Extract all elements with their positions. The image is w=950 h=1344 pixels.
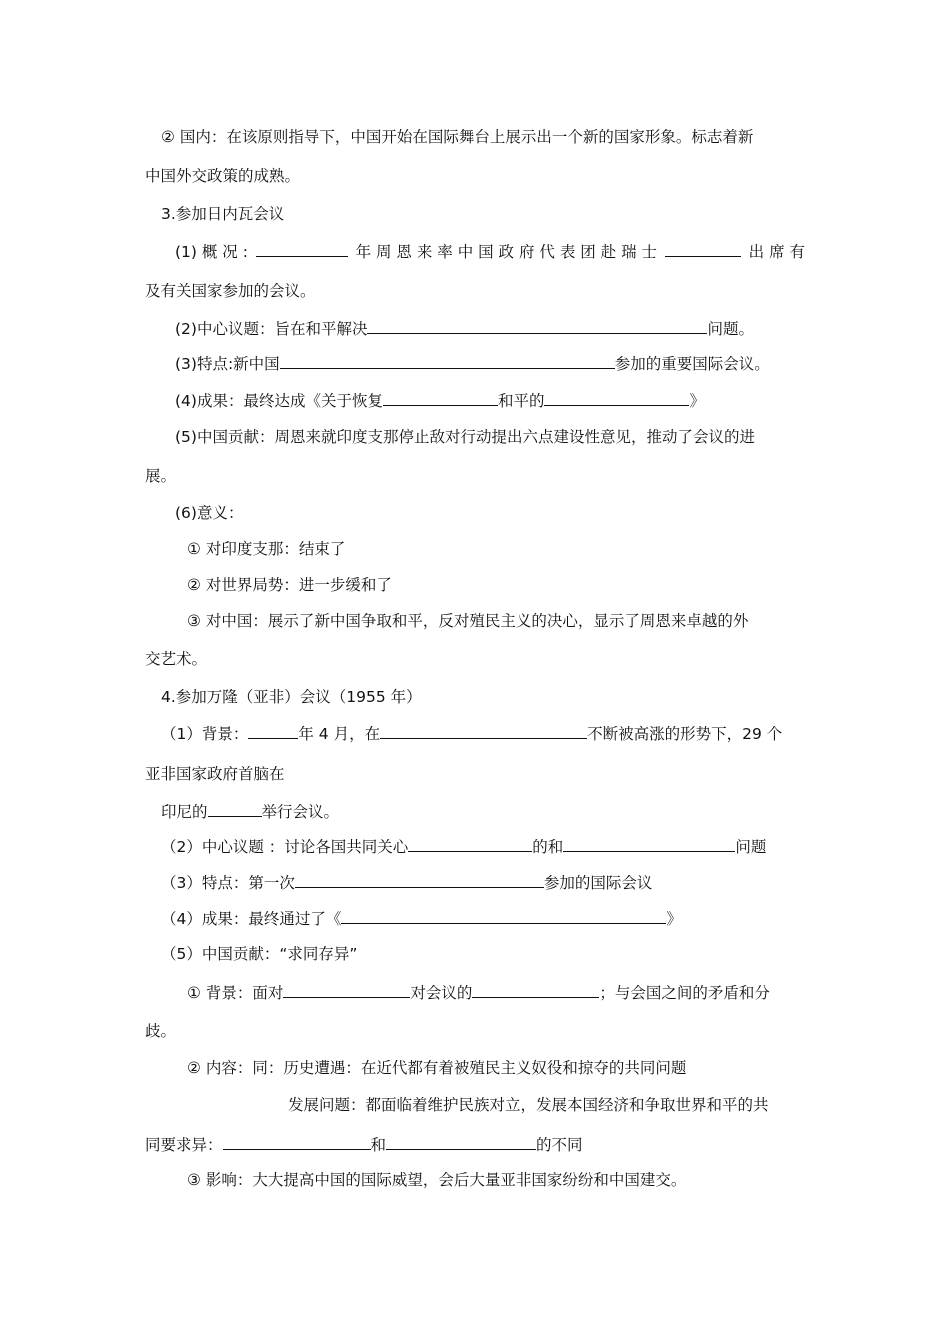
- result-blank-1: [383, 390, 498, 406]
- significance-item-2: ② 对世界局势：进一步缓和了: [187, 576, 392, 594]
- bandung-topic-blank-2: [563, 836, 735, 852]
- paragraph-domestic-line1: ② 国内：在该原则指导下，中国开始在国际舞台上展示出一个新的国家形象。标志着新: [161, 128, 754, 146]
- bandung-background-line3: [161, 801, 339, 822]
- bandung-topic: [161, 836, 766, 857]
- bandung-topic-blank-1: [408, 836, 532, 852]
- bandung-result-blank: [341, 908, 666, 924]
- section-heading-geneva: 3.参加日内瓦会议: [161, 205, 285, 223]
- significance-item-1: ① 对印度支那：结束了: [187, 540, 346, 558]
- geneva-topic-post: 问题。: [707, 320, 754, 338]
- geneva-contribution-line1: (5)中国贡献：周恩来就印度支那停止敌对行动提出六点建设性意见，推动了会议的进: [175, 428, 755, 446]
- bandung-background-mid: 年 4 月，在: [298, 725, 381, 743]
- contribution-content-line1: ② 内容：同：历史遭遇：在近代都有着被殖民主义奴役和掠夺的共同问题: [187, 1059, 687, 1077]
- paragraph-domestic-line2: 中国外交政策的成熟。: [145, 167, 301, 185]
- geneva-topic-pre: (2)中心议题：旨在和平解决: [175, 320, 368, 338]
- geneva-feature-pre: (3)特点:新中国: [175, 355, 280, 373]
- contribution-content-line3: [145, 1134, 583, 1155]
- bandung-feature: [161, 872, 652, 893]
- bandung-feature-blank: [295, 872, 544, 888]
- geneva-significance-heading: (6)意义：: [175, 504, 244, 522]
- bandung-topic-post: 问题: [735, 838, 767, 856]
- bandung-background-line3-post: 举行会议。: [261, 803, 340, 821]
- bandung-background-post: 不断被高涨的形势下，29 个: [587, 725, 783, 743]
- difference-blank-2: [386, 1134, 536, 1150]
- contribution-background-post: ；与会国之间的矛盾和分: [599, 984, 770, 1002]
- bandung-background-line3-pre: 印尼的: [161, 803, 208, 821]
- geneva-result: [175, 390, 705, 411]
- significance-item-3-line2: 交艺术。: [145, 650, 208, 668]
- contribution-background-line1: [187, 982, 770, 1003]
- contribution-background-blank-2: [472, 982, 599, 998]
- bandung-background-pre: （1）背景：: [161, 725, 249, 743]
- movement-blank: [380, 723, 587, 739]
- geneva-overview-line2: 及有关国家参加的会议。: [145, 282, 316, 300]
- contribution-background-mid: 对会议的: [410, 984, 473, 1002]
- contribution-background-line2: 歧。: [145, 1022, 177, 1040]
- feature-blank: [280, 353, 615, 369]
- bandung-topic-pre: （2）中心议题 ：讨论各国共同关心: [161, 838, 409, 856]
- geneva-result-post: 》: [689, 392, 705, 410]
- geneva-result-pre: (4)成果：最终达成《关于恢复: [175, 392, 383, 410]
- bandung-result-post: 》: [666, 910, 682, 928]
- year-blank: [256, 241, 348, 257]
- contribution-impact: ③ 影响：大大提高中国的国际威望，会后大量亚非国家纷纷和中国建交。: [187, 1171, 687, 1189]
- contribution-content-line3-mid: 和: [370, 1136, 387, 1154]
- contribution-content-line2: 发展问题：都面临着维护民族对立，发展本国经济和争取世界和平的共: [288, 1096, 769, 1114]
- significance-item-3-line1: ③ 对中国：展示了新中国争取和平，反对殖民主义的决心，显示了周恩来卓越的外: [187, 612, 749, 630]
- bandung-feature-post: 参加的国际会议: [543, 874, 653, 892]
- bandung-background-line2: 亚非国家政府首脑在: [145, 765, 285, 783]
- geneva-contribution-line2: 展。: [145, 467, 177, 485]
- bandung-contribution-heading: （5）中国贡献：“求同存异”: [161, 945, 358, 963]
- overview-tail-text: 出 席 有: [748, 243, 805, 261]
- contribution-background-pre: ① 背景：面对: [187, 984, 284, 1002]
- bandung-result: [161, 908, 682, 929]
- bandung-background-line1: [161, 723, 782, 744]
- bandung-year-blank: [248, 723, 298, 739]
- topic-blank: [367, 318, 707, 334]
- geneva-result-mid: 和平的: [497, 392, 545, 410]
- section-heading-bandung: 4.参加万隆（亚非）会议（1955 年）: [161, 688, 422, 706]
- result-blank-2: [544, 390, 689, 406]
- geneva-topic: [175, 318, 754, 339]
- overview-mid-text: 年 周 恩 来 率 中 国 政 府 代 表 团 赴 瑞 士: [355, 243, 658, 261]
- contribution-background-blank-1: [283, 982, 410, 998]
- bandung-result-pre: （4）成果：最终通过了《: [161, 910, 342, 928]
- venue-blank: [208, 801, 262, 817]
- contribution-content-line3-post: 的不同: [536, 1136, 583, 1154]
- bandung-topic-mid: 的和: [532, 838, 564, 856]
- overview-label: (1) 概 况 :: [175, 243, 248, 261]
- contribution-content-line3-pre: 同要求异：: [145, 1136, 223, 1154]
- geneva-feature: [175, 353, 770, 374]
- bandung-feature-pre: （3）特点：第一次: [161, 874, 295, 892]
- geneva-overview-line1: [175, 241, 805, 262]
- city-blank: [665, 241, 741, 257]
- geneva-feature-post: 参加的重要国际会议。: [614, 355, 770, 373]
- difference-blank-1: [223, 1134, 371, 1150]
